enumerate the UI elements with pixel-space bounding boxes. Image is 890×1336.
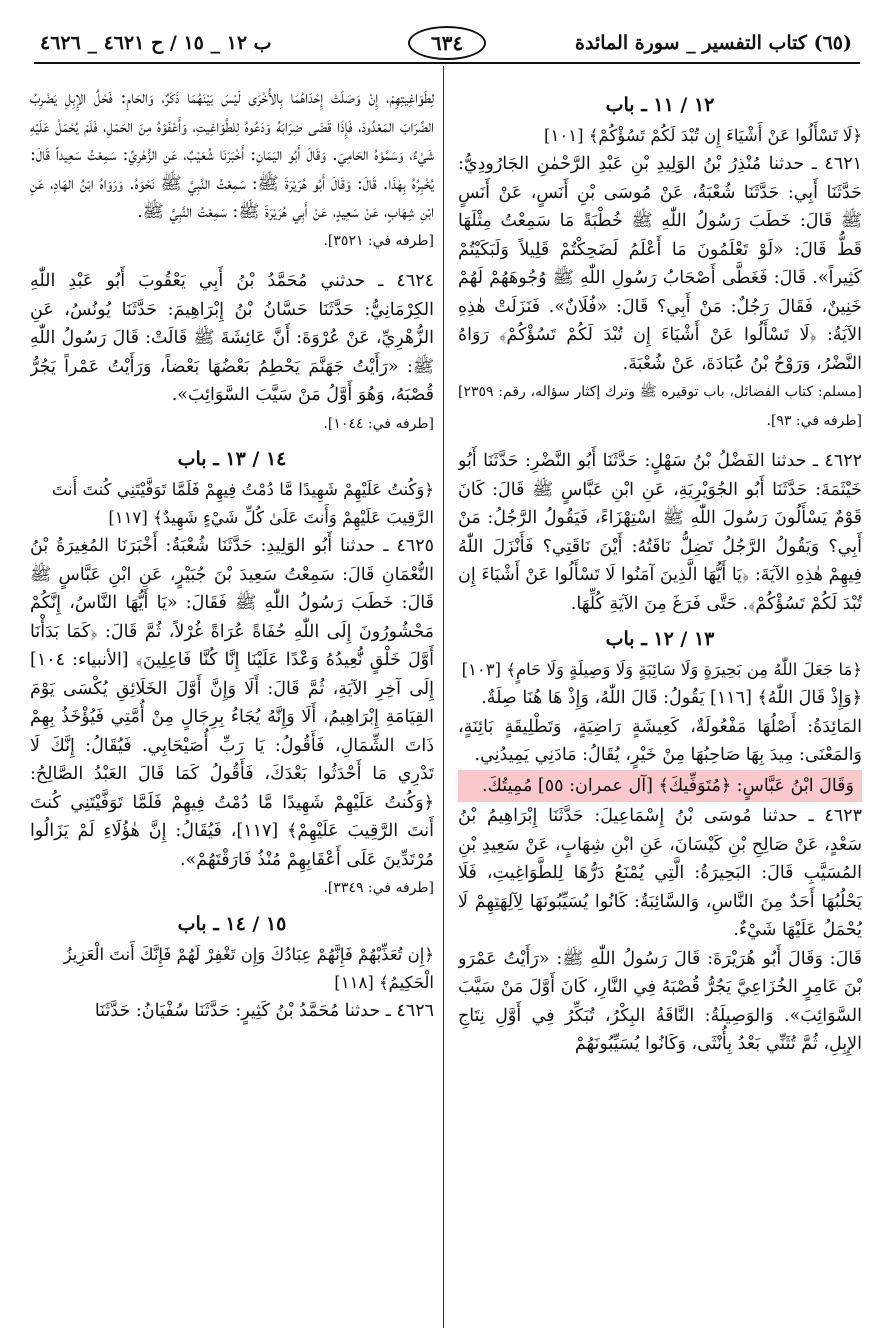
hadith-4624: ٤٦٢٤ ـ حدثني مُحَمَّدُ بْنُ أَبِي يَعْقُوبَ أَبُو عَبْدِ اللّٰهِ الكِرْمَانِيُّ: حَدَّثَنَا حَسَّانُ بْنُ إِبْرَاهِيمَ: حَدَّثَنَا يُونُسُ، عَنِ الزُّهْرِيِّ، عَنْ عُرْوَةَ: أَنَّ عَائِشَةَ ﷺ قَالَتْ: قَالَ رَسُولُ اللّٰهِ ﷺ: «رَأَيْتُ جَهَنَّمَ يَحْطِمُ بَعْضُهَا بَعْضاً، وَرَأَيْتُ عَمْراً يَجُرُّ قُصْبَهُ، وَهُوَ أَوَّلُ مَنْ سَيَّبَ السَّوَائِبَ». xyxy=(30,271,434,405)
right-column xyxy=(458,84,862,1324)
column-divider xyxy=(443,66,444,1328)
page-number: ٦٣٤ xyxy=(408,26,486,60)
hadith-4622: ٤٦٢٢ ـ حدثنا الفَضْلُ بْنُ سَهْلٍ: حَدَّثَنَا أَبُو النَّضْرِ: حَدَّثَنَا أَبُو خَيْثَمَةَ: حَدَّثَنَا أَبُو الجُوَيْرِيَةِ، عَنِ ابْنِ عَبَّاسٍ ﷺ قَالَ: كَانَ قَوْمٌ يَسْأَلُونَ رَسُولَ اللّٰهِ ﷺ اسْتِهْزَاءً، فَيَقُولُ الرَّجُلُ: مَنْ أَبِي؟ وَيَقُولُ الرَّجُلُ تَضِلُّ نَاقَتُهُ: أَيْنَ نَاقَتِي؟ فَأَنْزَلَ اللّٰهُ فِيهِمْ هٰذِهِ الآيَةَ: ﴿يَا أَيُّهَا الَّذِينَ آمَنُوا لَا تَسْأَلُوا عَنْ أَشْيَاءَ إِن تُبْدَ لَكُمْ تَسُؤْكُمْ﴾. حَتَّى فَرَغَ مِنَ الآيَةِ كُلِّهَا. xyxy=(458,451,862,614)
highlighted-ibn-abbas-line: وَقَالَ ابْنُ عَبَّاسٍ: ﴿مُتَوَفِّيكَ﴾ [آل عمران: ٥٥] مُمِيتُكَ. xyxy=(458,770,862,803)
bab-15-heading: ١٥ / ١٤ ـ باب xyxy=(177,912,287,935)
verse-103: ﴿مَا جَعَلَ اللّٰهُ مِن بَحِيرَةٍ وَلَا سَائِبَةٍ وَلَا وَصِيلَةٍ وَلَا حَامٍ﴾ [١٠٣] xyxy=(461,660,862,679)
hadith-4626: ٤٦٢٦ ـ حدثنا مُحَمَّدُ بْنُ كَثِيرٍ: حَدَّثَنَا سُفْيَانُ: حَدَّثَنَا xyxy=(94,1000,434,1021)
hadith-4625: ٤٦٢٥ ـ حدثنا أَبُو الوَلِيدِ: حَدَّثَنَا شُعْبَةُ: أَخْبَرَنَا المُغِيرَةُ بْنُ النُّعْمَانِ قَالَ: سَمِعْتُ سَعِيدَ بْنَ جُبَيْرٍ، عَنِ ابْنِ عَبَّاسٍ ﷺ قَالَ: خَطَبَ رَسُولُ اللّٰهِ ﷺ فَقَالَ: «يَا أَيُّهَا النَّاسُ، إِنَّكُمْ مَحْشُورُونَ إِلَى اللّٰهِ حُفَاةً عُرَاةً غُرْلاً، ثُمَّ قَالَ: ﴿كَمَا بَدَأْنَا أَوَّلَ خَلْقٍ نُّعِيدُهُ وَعْدًا عَلَيْنَا إِنَّا كُنَّا فَاعِلِينَ﴾ [الأنبياء: ١٠٤] إِلَى آخِرِ الآيَةِ، ثُمَّ قَالَ: أَلَا وَإِنَّ أَوَّلَ الخَلَائِقِ يُكْسَى يَوْمَ القِيَامَةِ إِبْرَاهِيمُ، أَلَا وَإِنَّهُ يُجَاءُ بِرِجَالٍ مِنْ أُمَّتِي فَيُؤْخَذُ بِهِمْ ذَاتَ الشِّمَالِ، فَأَقُولُ: يَا رَبِّ أُصَيْحَابِي. فَيُقَالُ: إِنَّكَ لَا تَدْرِي مَا أَحْدَثُوا بَعْدَكَ، فَأَقُولُ كَمَا قَالَ العَبْدُ الصَّالِحُ: ﴿وَكُنتُ عَلَيْهِمْ شَهِيدًا مَّا دُمْتُ فِيهِمْ فَلَمَّا تَوَفَّيْتَنِي كُنتَ أَنتَ الرَّقِيبَ عَلَيْهِمْ﴾ [١١٧]، فَيُقَالُ: إِنَّ هٰؤُلَاءِ لَمْ يَزَالُوا مُرْتَدِّينَ عَلَى أَعْقَابِهِمْ مُنْذُ فَارَقْتَهُمْ». xyxy=(30,536,434,870)
bab-12-heading: ١٢ / ١١ ـ باب xyxy=(605,94,715,116)
bab-13-heading: ١٣ / ١٢ ـ باب xyxy=(605,628,715,650)
verse-117: ﴿وَكُنتُ عَلَيْهِمْ شَهِيدًا مَّا دُمْتُ فِيهِمْ فَلَمَّا تَوَفَّيْتَنِي كُنتَ أَنتَ الرَّقِيبَ عَلَيْهِمْ وَأَنتَ عَلَىٰ كُلِّ شَيْءٍ شَهِيدٌ﴾ [١١٧] xyxy=(51,480,434,527)
continuation-reference: [طرفه في: ٣٥٢١]. xyxy=(323,232,434,249)
hadith-4621: ٤٦٢١ ـ حدثنا مُنْذِرُ بْنُ الوَلِيدِ بْنِ عَبْدِ الرَّحْمٰنِ الجَارُودِيُّ: حَدَّثَنَا أَبِي: حَدَّثَنَا شُعْبَةُ، عَنْ مُوسَى بْنِ أَنَسٍ، عَنْ أَنَسٍ ﷺ قَالَ: خَطَبَ رَسُولُ اللّٰهِ ﷺ خُطْبَةً مَا سَمِعْتُ مِثْلَهَا قَطُّ قَالَ: «لَوْ تَعْلَمُونَ مَا أَعْلَمُ لَضَحِكْتُمْ قَلِيلاً وَلَبَكَيْتُمْ كَثِيراً». قَالَ: فَغَطَّى أَصْحَابُ رَسُولِ اللّٰهِ ﷺ وُجُوهَهُمْ لَهُمْ خَنِينٌ، فَقَالَ رَجُلٌ: مَنْ أَبِي؟ قَالَ: «فُلَانٌ». فَنَزَلَتْ هٰذِهِ الآيَةُ: ﴿لَا تَسْأَلُوا عَنْ أَشْيَاءَ إِن تُبْدَ لَكُمْ تَسُؤْكُمْ﴾ رَوَاهُ النَّضْرُ، وَرَوْحُ بْنُ عُبَادَةَ، عَنْ شُعْبَةَ. xyxy=(458,154,862,374)
hadith-4623: ٤٦٢٣ ـ حدثنا مُوسَى بْنُ إِسْمَاعِيلَ: حَدَّثَنَا إِبْرَاهِيمُ بْنُ سَعْدٍ، عَنْ صَالِحِ بْنِ كَيْسَانَ، عَنِ ابْنِ شِهَابٍ، عَنْ سَعِيدِ بْنِ المُسَيَّبِ قَالَ: البَحِيرَةُ: الَّتِي يُمْنَعُ دَرُّهَا لِلطَّوَاغِيتِ، فَلَا يَحْلُبُهَا أَحَدٌ مِنَ النَّاسِ، وَالسَّائِبَةُ: كَانُوا يُسَيِّبُونَهَا لِآلِهَتِهِمْ لَا يُحْمَلُ عَلَيْهَا شَيْءٌ. xyxy=(458,806,862,940)
book-info: (٦٥) كتاب التفسير _ سورة المائدة xyxy=(575,32,852,54)
header-divider xyxy=(34,62,860,64)
hadith-4624-reference: [طرفه في: ١٠٤٤]. xyxy=(323,415,434,432)
maida-explanation: المَائِدَةُ: أَصْلُهَا مَفْعُولَةٌ، كَعِيشَةٍ رَاضِيَةٍ، وَتَطْلِيقَةٍ بَائِنَةٍ، وَالمَعْنَى: مِيدَ بِهَا صَاحِبُهَا مِنْ خَيْرٍ، يُقَالُ: مَادَنِي يَمِيدُنِي. xyxy=(458,716,862,765)
verse-101: ﴿لَا تَسْأَلُوا عَنْ أَشْيَاءَ إِن تُبْدَ لَكُمْ تَسُؤْكُمْ﴾ [١٠١] xyxy=(544,126,862,145)
reference-info: ب ١٢ _ ١٥ / ح ٤٦٢١ _ ٤٦٢٦ xyxy=(40,32,272,54)
page-header xyxy=(34,26,860,64)
bab-14-heading: ١٤ / ١٣ ـ باب xyxy=(177,448,287,470)
hadith-4621-reference: [مسلم: كتاب الفضائل، باب توقيره ﷺ وترك إكثار سؤاله، رقم: ٢٣٥٩] [طرفه في: ٩٣]. xyxy=(458,384,862,429)
verse-116-line: ﴿وَإِذْ قَالَ اللّٰهُ﴾ [١١٦] يَقُولُ: قَالَ اللّٰهُ، وَإِذْ هَا هُنَا صِلَةٌ. xyxy=(481,688,862,708)
hadith-4625-reference: [طرفه في: ٣٣٤٩]. xyxy=(323,880,434,896)
left-column xyxy=(30,84,434,1324)
hadith-4623-continuation: قَالَ: وَقَالَ أَبُو هُرَيْرَةَ: قَالَ رَسُولُ اللّٰهِ ﷺ: «رَأَيْتُ عَمْرَو بْنَ عَامِرٍ الخُزَاعِيَّ يَجُرُّ قُصْبَهُ فِي النَّارِ، كَانَ أَوَّلَ مَنْ سَيَّبَ السَّوَائِبَ». وَالوَصِيلَةُ: النَّاقَةُ البِكْرُ، تُبَكِّرُ فِي أَوَّلِ نِتَاجِ الإِبِلِ، ثُمَّ تُثَنِّي بَعْدُ بِأُنْثَى، وَكَانُوا يُسَيِّبُونَهُمْ xyxy=(458,948,862,1054)
continuation-text: لِطَوَاغِيتِهِمْ، إِنْ وَصَلَتْ إِحْدَاهُمَا بِالأُخْرَى لَيْسَ بَيْنَهُمَا ذَكَرٌ، وَالحَامِ: فَحْلُ الإِبِلِ يَضْرِبُ الضِّرَابَ المَعْدُودَ، فَإِذَا قَضَى ضِرَابَهُ وَدَعُوهُ لِلطَّوَاغِيتِ، وَأَعْفَوْهُ مِنَ الحَمْلِ، فَلَمْ يُحْمَلْ عَلَيْهِ شَيْءٌ، وَسَمَّوْهُ الحَامِيَ. وَقَالَ أَبُو اليَمَانِ: أَخْبَرَنَا شُعَيْبٌ، عَنِ الزُّهْرِيِّ: سَمِعْتُ سَعِيداً قَالَ: يُخْبِرُهُ بِهٰذَا. قَالَ: وَقَالَ أَبُو هُرَيْرَةَ ﷺ: سَمِعْتُ النَّبِيَّ ﷺ نَحْوَهُ. وَرَوَاهُ ابْنُ الهَادِ، عَنِ ابْنِ شِهَابٍ، عَنْ سَعِيدٍ، عَنْ أَبِي هُرَيْرَةَ ﷺ: سَمِعْتُ النَّبِيَّ ﷺ. xyxy=(30,88,434,222)
verse-118: ﴿إِن تُعَذِّبْهُمْ فَإِنَّهُمْ عِبَادُكَ وَإِن تَغْفِرْ لَهُمْ فَإِنَّكَ أَنتَ الْعَزِيزُ الْحَكِيمُ﴾ [١١٨] xyxy=(63,944,434,992)
